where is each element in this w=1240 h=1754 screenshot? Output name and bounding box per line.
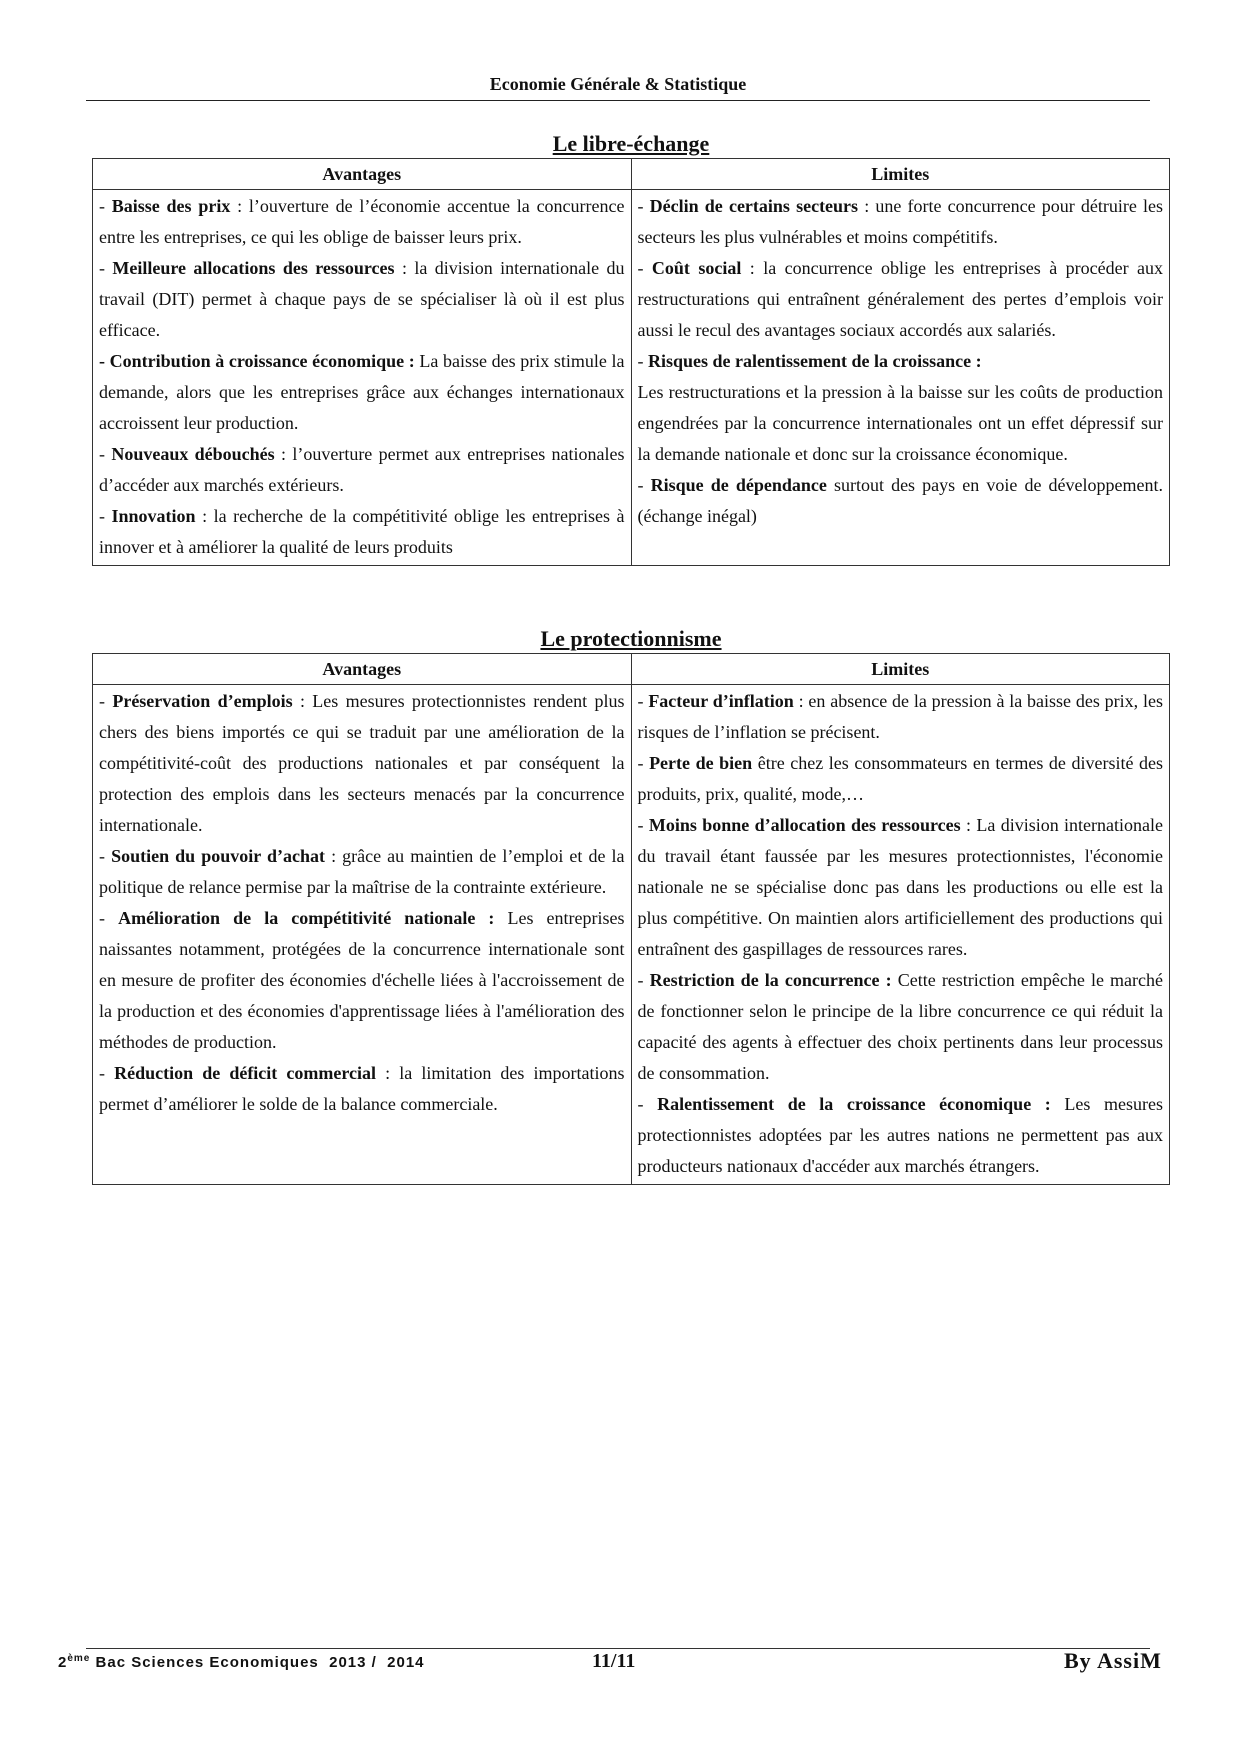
section-title: Le libre-échange — [552, 131, 710, 156]
footer-author: By AssiM — [1064, 1648, 1162, 1673]
item-heading: Amélioration de la compétitivité nationale : — [118, 908, 495, 928]
item-text: Les entreprises naissantes notamment, protégées de la concurrence internationale sont en mesure de profiter des économies d'échelle liées à l'accroissement de la production et des économies d'apprentissage liées à l'amélioration des méthodes de production. — [99, 908, 625, 1052]
item-heading: Meilleure allocations des ressources — [112, 258, 395, 278]
page-header-title: Economie Générale & Statistique — [489, 74, 747, 94]
list-item — [638, 377, 1164, 470]
column-header-limites: Limites — [631, 159, 1170, 190]
section-title: Le protectionnisme — [540, 626, 722, 651]
list-item — [638, 965, 1164, 1089]
item-heading: Risque de dépendance — [650, 475, 827, 495]
comparison-table — [92, 158, 1170, 566]
item-bullet: - — [99, 846, 112, 866]
list-item — [638, 1089, 1164, 1182]
footer-level-number: 2 — [58, 1654, 68, 1671]
item-heading: Soutien du pouvoir d’achat — [111, 846, 325, 866]
list-item — [638, 346, 1164, 377]
item-text: : La division internationale du travail étant faussée par les mesures protectionnistes, l'économie nationale ne se spécialise donc pas dans les productions ou elle est la plus compétitive. On maintien alors artificiellement des productions qui entraînent des gaspillages de ressources rares. — [637, 815, 1164, 959]
item-heading: Déclin de certains secteurs — [649, 196, 859, 216]
item-bullet: - — [637, 475, 651, 495]
list-item — [638, 686, 1164, 748]
limits-cell — [631, 685, 1170, 1185]
item-text: surtout des pays en voie de développement. (échange inégal) — [637, 475, 1164, 526]
list-item — [99, 253, 625, 346]
item-bullet: - — [637, 196, 650, 216]
item-text: : l’ouverture permet aux entreprises nationales d’accéder aux marchés extérieurs. — [99, 444, 625, 495]
item-text: La baisse des prix stimule la demande, alors que les entreprises grâce aux échanges internationaux accroissent leur production. — [99, 351, 625, 433]
item-heading: Perte de bien — [649, 753, 753, 773]
list-item — [638, 191, 1164, 253]
item-bullet: - — [99, 691, 113, 711]
page-number: 11/11 — [592, 1650, 636, 1672]
item-heading: Innovation — [111, 506, 196, 526]
list-item — [99, 841, 625, 903]
section-libre-echange — [92, 130, 1170, 566]
item-text: être chez les consommateurs en termes de diversité des produits, prix, qualité, mode,… — [637, 753, 1164, 804]
list-item — [638, 253, 1164, 346]
list-item — [99, 686, 625, 841]
item-text: : la division internationale du travail (DIT) permet à chaque pays de se spécialiser là où il est plus efficace. — [99, 258, 625, 340]
item-heading: Baisse des prix — [111, 196, 231, 216]
item-text: : Les mesures protectionnistes rendent plus chers des biens importés ce qui se traduit par une amélioration de la compétitivité-coût des productions nationales et par conséquent la protection des emplois dans les secteurs menacés par la concurrence internationale. — [99, 691, 625, 835]
item-heading: Coût social — [651, 258, 742, 278]
item-heading: Nouveaux débouchés — [111, 444, 275, 464]
footer-level-superscript: ème — [67, 1653, 91, 1664]
item-bullet: - — [637, 753, 650, 773]
list-item — [99, 903, 625, 1058]
item-bullet: - — [99, 444, 112, 464]
list-item — [638, 748, 1164, 810]
column-header-limites: Limites — [631, 654, 1170, 685]
item-heading: Moins bonne d’allocation des ressources — [648, 815, 961, 835]
list-item — [638, 470, 1164, 532]
item-text: : l’ouverture de l’économie accentue la concurrence entre les entreprises, ce qui les oblige de baisser leurs prix. — [99, 196, 625, 247]
item-text: Les mesures protectionnistes adoptées par les autres nations ne permettent pas aux producteurs nationaux d'accéder aux marchés étrangers. — [637, 1094, 1163, 1176]
list-item — [99, 439, 625, 501]
item-heading: Restriction de la concurrence : — [649, 970, 892, 990]
advantages-cell — [93, 190, 632, 566]
list-item — [99, 1058, 625, 1120]
item-bullet: - — [637, 351, 648, 371]
item-heading: Ralentissement de la croissance économique : — [657, 1094, 1051, 1114]
item-bullet: - — [637, 691, 649, 711]
item-bullet: - — [637, 1094, 658, 1114]
item-bullet: - — [99, 1063, 115, 1083]
advantages-cell — [93, 685, 632, 1185]
item-bullet: - — [99, 908, 119, 928]
item-bullet: - — [637, 258, 652, 278]
item-bullet: - — [99, 258, 113, 278]
header-divider — [86, 100, 1150, 101]
item-text: : en absence de la pression à la baisse des prix, les risques de l’inflation se précisent. — [637, 691, 1163, 742]
item-text: : une forte concurrence pour détruire les secteurs les plus vulnérables et moins compétitifs. — [637, 196, 1163, 247]
column-header-avantages: Avantages — [93, 159, 632, 190]
item-text: : la concurrence oblige les entreprises à procéder aux restructurations qui entraînent généralement des pertes d’emplois voir aussi le recul des avantages sociaux accordés aux salariés. — [637, 258, 1163, 340]
item-bullet: - — [637, 970, 650, 990]
comparison-table — [92, 653, 1170, 1185]
item-bullet: - — [99, 506, 112, 526]
limits-cell — [631, 190, 1170, 566]
item-heading: Préservation d’emplois — [112, 691, 293, 711]
section-protectionnisme — [92, 625, 1170, 1185]
item-text: Cette restriction empêche le marché de fonctionner selon le principe de la libre concurrence ce qui réduit la capacité des agents à effectuer des choix pertinents dans leur processus de consommation. — [637, 970, 1164, 1083]
item-heading: Réduction de déficit commercial — [114, 1063, 377, 1083]
footer-level-text: Bac Sciences Economiques 2013 / 2014 — [90, 1654, 425, 1671]
list-item — [99, 501, 625, 563]
item-text: : grâce au maintien de l’emploi et de la politique de relance permise par la maîtrise de la contrainte extérieure. — [99, 846, 625, 897]
list-item — [638, 810, 1164, 965]
item-text: Les restructurations et la pression à la baisse sur les coûts de production engendrées par la concurrence internationales ont un effet dépressif sur la demande nationale et donc sur la croissance économique. — [637, 382, 1163, 464]
footer-level — [58, 1653, 425, 1671]
item-text: : la limitation des importations permet d’améliorer le solde de la balance commerciale. — [99, 1063, 625, 1114]
item-bullet: - — [99, 196, 112, 216]
footer-divider — [86, 1648, 1150, 1649]
item-bullet: - — [637, 815, 649, 835]
column-header-avantages: Avantages — [93, 654, 632, 685]
item-heading: Risques de ralentissement de la croissance : — [648, 351, 982, 371]
item-heading: Facteur d’inflation — [648, 691, 794, 711]
list-item — [99, 191, 625, 253]
list-item — [99, 346, 625, 439]
item-heading: - Contribution à croissance économique : — [99, 351, 415, 371]
item-text: : la recherche de la compétitivité oblige les entreprises à innover et à améliorer la qualité de leurs produits — [99, 506, 625, 557]
